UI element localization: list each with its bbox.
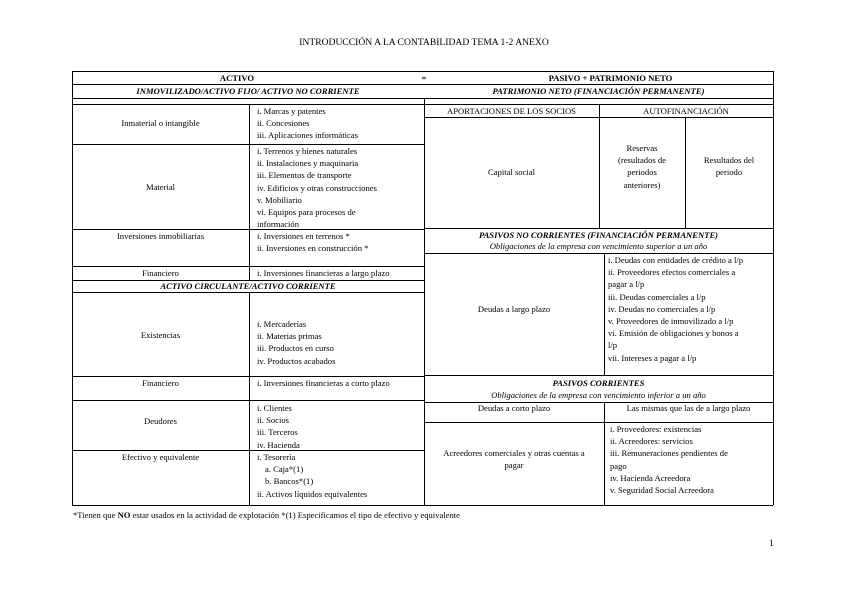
list-item: ii. Materias primas xyxy=(257,331,322,342)
resultados-line: periodo xyxy=(715,167,743,178)
list-item: iv. Edificios y otras construcciones xyxy=(257,182,377,193)
list-item: iii. Productos en curso xyxy=(257,343,334,354)
deudas-cp-label: Deudas a corto plazo xyxy=(477,403,551,413)
list-item: i. Inversiones en terrenos * xyxy=(257,231,350,241)
list-item: i. Mercaderías xyxy=(257,319,307,329)
resultados-line: Resultados del xyxy=(703,155,755,165)
reservas-cell xyxy=(599,142,685,191)
reservas-line: periodos xyxy=(627,167,657,178)
list-item: ii. Activos líquidos equivalentes xyxy=(257,488,368,499)
list-item: v. Proveedores de inmovilizado a l/p xyxy=(608,316,734,327)
list-item: iii. Terceros xyxy=(257,427,298,438)
list-item: pago xyxy=(610,460,627,471)
acreedores-line: pagar xyxy=(504,460,524,471)
deudas-lp-list xyxy=(608,254,743,364)
financiero-cp-label: Financiero xyxy=(142,378,179,388)
pasivos-corrientes-subtitle: Obligaciones de la empresa con vencimiento inferior a un año xyxy=(491,390,706,400)
activo-no-corriente-title: INMOVILIZADO/ACTIVO FIJO/ ACTIVO NO CORRIENTE xyxy=(136,86,360,96)
intangible-label: Inmaterial o intangible xyxy=(121,118,200,128)
efectivo-label: Efectivo y equivalente xyxy=(121,452,200,462)
footnote-part1: *Tienen que xyxy=(73,510,118,520)
list-item: iii. Remuneraciones pendientes de xyxy=(610,448,728,459)
list-item: i. Clientes xyxy=(257,403,292,413)
reservas-line: (resultados de xyxy=(618,155,666,166)
list-item: vi. Equipos para procesos de xyxy=(257,207,356,218)
equals-sign: = xyxy=(421,73,427,83)
financiero-lp-label: Financiero xyxy=(142,268,179,278)
list-item: pagar a l/p xyxy=(608,279,645,290)
footnote-part2: estar usados en la actividad de explotación *(1) Especificamos el tipo de efectivo y equivalente xyxy=(130,510,460,520)
acreedores-line: Acreedores comerciales y otras cuentas a xyxy=(443,448,585,458)
list-item: a. Caja*(1) xyxy=(265,464,304,475)
list-item: i. Marcas y patentes xyxy=(257,106,326,116)
list-item: iii. Deudas comerciales a l/p xyxy=(608,291,706,302)
material-list xyxy=(257,145,377,230)
pasivos-no-corrientes-subtitle: Obligaciones de la empresa con vencimiento superior a un año xyxy=(489,241,708,251)
pasivos-corrientes-title: PASIVOS CORRIENTES xyxy=(552,378,645,388)
financiero-lp-item: i. Inversiones financieras a largo plazo xyxy=(257,268,390,278)
list-item: b. Bancos*(1) xyxy=(265,476,314,487)
autofinanciacion-header: AUTOFINANCIACIÓN xyxy=(643,106,729,116)
list-item: i. Deudas con entidades de crédito a l/p xyxy=(608,255,744,265)
inversiones-inmobiliarias-list xyxy=(257,230,368,254)
list-item: vii. Intereses a pagar a l/p xyxy=(608,352,697,363)
deudores-list xyxy=(257,402,300,451)
deudas-lp-label: Deudas a largo plazo xyxy=(477,304,551,314)
list-item: v. Mobiliario xyxy=(257,194,302,205)
pasivos-no-corrientes-title: PASIVOS NO CORRIENTES (FINANCIACIÓN PERMANENTE) xyxy=(478,230,719,240)
existencias-label: Existencias xyxy=(140,330,181,340)
list-item: ii. Socios xyxy=(257,415,289,426)
footnote-bold: NO xyxy=(117,510,131,520)
existencias-list xyxy=(257,318,335,367)
list-item: v. Seguridad Social Acreedora xyxy=(610,485,714,496)
activo-corriente-title: ACTIVO CIRCULANTE/ACTIVO CORRIENTE xyxy=(160,281,336,291)
list-item: l/p xyxy=(608,340,618,351)
list-item: iv. Hacienda Acreedora xyxy=(610,472,691,483)
list-item: información xyxy=(257,219,299,230)
patrimonio-neto-title: PATRIMONIO NETO (FINANCIACIÓN PERMANENTE) xyxy=(492,86,705,96)
deudores-label: Deudores xyxy=(144,416,177,426)
efectivo-list xyxy=(257,451,367,500)
footnote xyxy=(73,510,460,520)
list-item: ii. Instalaciones y maquinaria xyxy=(257,158,359,169)
page-number: 1 xyxy=(769,538,774,549)
financiero-cp-item: i. Inversiones financieras a corto plazo xyxy=(257,378,390,388)
capital-social: Capital social xyxy=(487,167,535,177)
intangible-list xyxy=(257,105,358,142)
resultados-cell xyxy=(685,154,773,178)
list-item: iv. Deudas no comerciales a l/p xyxy=(608,303,716,314)
list-item: iv. Hacienda xyxy=(257,439,300,450)
list-item: ii. Concesiones xyxy=(257,118,310,129)
list-item: iii. Aplicaciones informáticas xyxy=(257,130,358,141)
list-item: i. Proveedores: existencias xyxy=(610,424,702,434)
activo-header: ACTIVO xyxy=(219,73,255,83)
material-label: Material xyxy=(145,182,176,192)
list-item: ii. Acreedores: servicios xyxy=(610,436,693,447)
pasivo-pn-header: PASIVO + PATRIMONIO NETO xyxy=(548,73,673,83)
acreedores-list xyxy=(610,423,728,496)
reservas-line: anteriores) xyxy=(623,179,661,190)
inversiones-inmobiliarias-label: Inversiones inmobiliarias xyxy=(116,231,205,241)
list-item: i. Terrenos y bienes naturales xyxy=(257,146,358,156)
list-item: iii. Elementos de transporte xyxy=(257,170,352,181)
aportaciones-header: APORTACIONES DE LOS SOCIOS xyxy=(447,106,576,116)
list-item: vi. Emisión de obligaciones y bonos a xyxy=(608,328,739,339)
list-item: i. Tesorería xyxy=(257,452,296,462)
list-item: ii. Proveedores efectos comerciales a xyxy=(608,267,736,278)
deudas-cp-note: Las mismas que las de a largo plazo xyxy=(626,403,751,413)
reservas-line: Reservas xyxy=(626,143,658,153)
list-item: iv. Productos acabados xyxy=(257,355,336,366)
acreedores-cell xyxy=(424,447,604,471)
list-item: ii. Inversiones en construcción * xyxy=(257,243,369,254)
document-title: INTRODUCCIÓN A LA CONTABILIDAD TEMA 1-2 ANEXO xyxy=(299,37,549,48)
